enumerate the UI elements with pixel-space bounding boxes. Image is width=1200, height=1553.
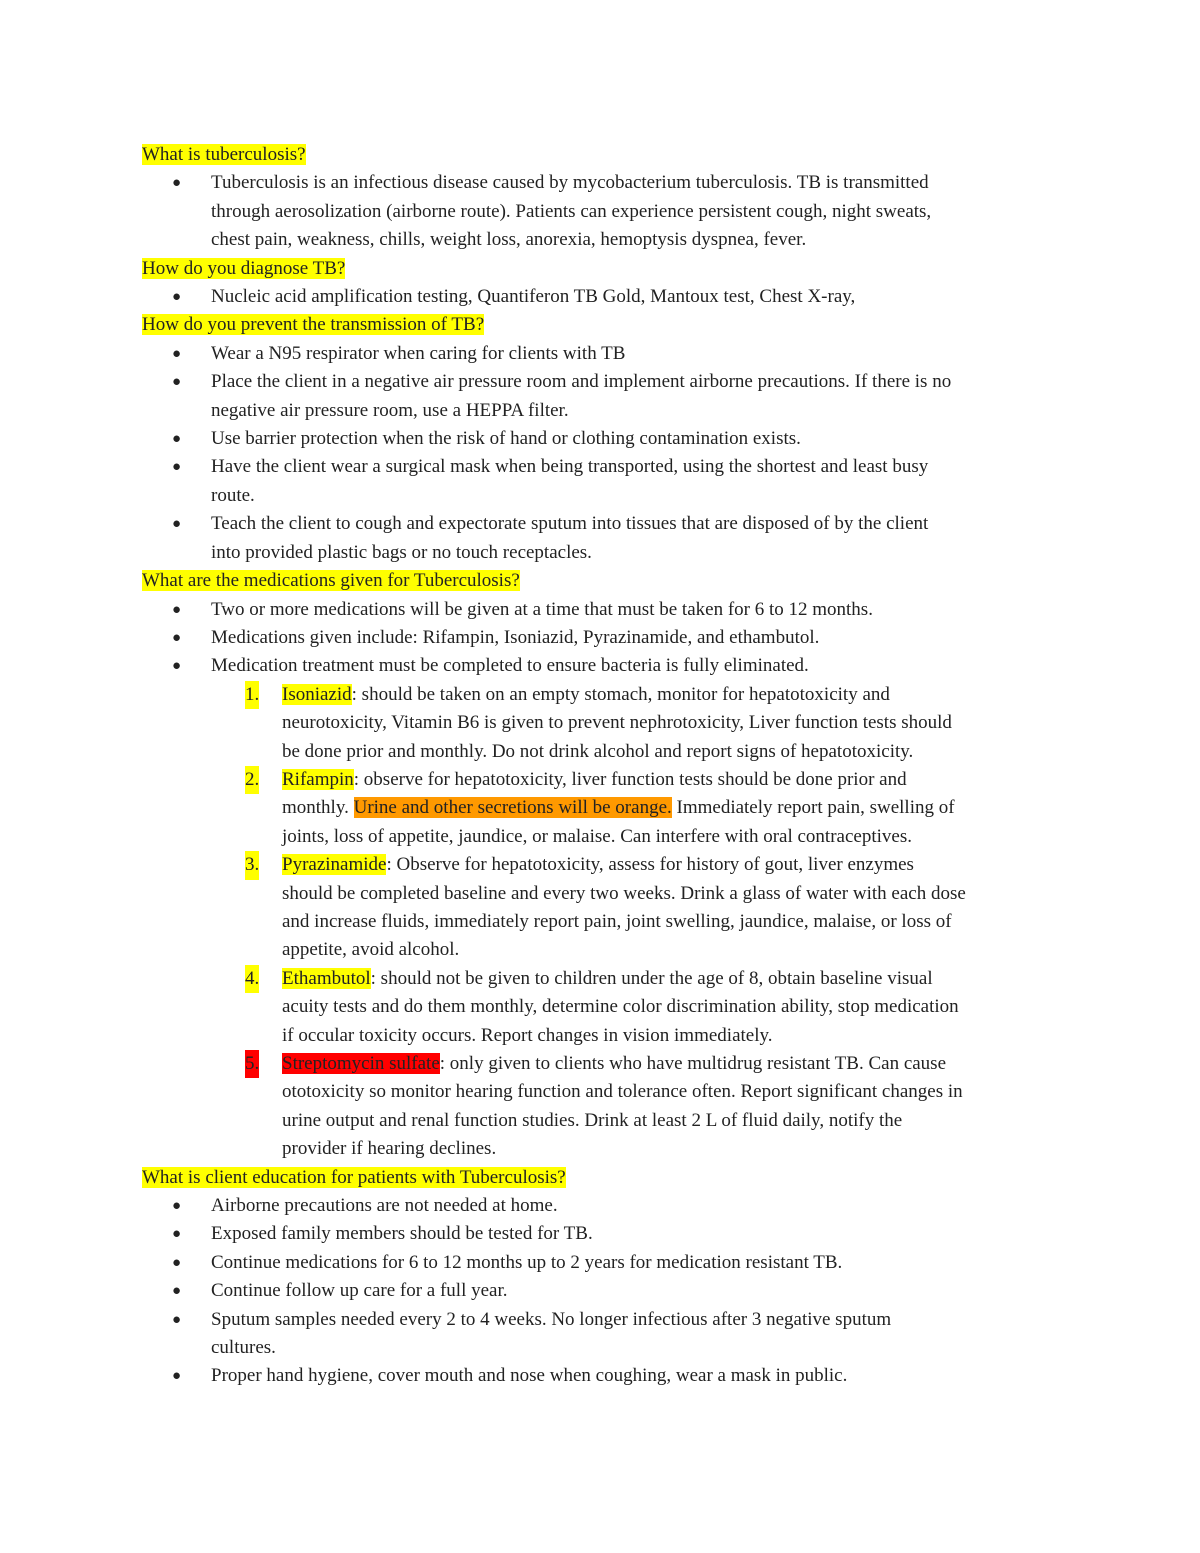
bullet-icon: ● bbox=[172, 289, 182, 306]
medication-text: ototoxicity so monitor hearing function and tolerance often. Report significant changes in bbox=[282, 1081, 963, 1103]
section-client-education bbox=[142, 1164, 1072, 1391]
list-item-text: chest pain, weakness, chills, weight loss, anorexia, hemoptysis dyspnea, fever. bbox=[211, 229, 807, 251]
bullet-list bbox=[142, 1192, 1072, 1391]
medication-text: : observe for hepatotoxicity, liver function tests should be done prior and bbox=[353, 768, 907, 790]
medication-text: Immediately report pain, swelling of bbox=[671, 797, 955, 819]
list-number: 3. bbox=[245, 851, 259, 879]
list-item-text: Medications given include: Rifampin, Isoniazid, Pyrazinamide, and ethambutol. bbox=[211, 626, 820, 648]
medication-text: urine output and renal function studies. Drink at least 2 L of fluid daily, notify the bbox=[282, 1109, 903, 1131]
list-item bbox=[142, 624, 1072, 652]
list-item-text: route. bbox=[211, 484, 255, 506]
bullet-icon: ● bbox=[172, 431, 182, 448]
section-heading: What is tuberculosis? bbox=[142, 144, 306, 165]
section-heading: What are the medications given for Tuberculosis? bbox=[142, 570, 520, 592]
orange-highlight-text: Urine and other secretions will be orange. bbox=[353, 797, 672, 819]
medication-item-pyrazinamide bbox=[142, 851, 1072, 965]
bullet-icon: ● bbox=[172, 374, 182, 391]
bullet-icon: ● bbox=[172, 459, 182, 476]
bullet-list bbox=[142, 283, 1072, 311]
list-item bbox=[142, 1249, 1072, 1277]
medication-item-isoniazid bbox=[142, 681, 1072, 766]
list-item-text: Place the client in a negative air pressure room and implement airborne precautions. If there is no bbox=[211, 371, 952, 393]
medication-text: joints, loss of appetite, jaundice, or malaise. Can interfere with oral contraceptives. bbox=[282, 825, 912, 847]
medication-text: if occular toxicity occurs. Report changes in vision immediately. bbox=[282, 1024, 773, 1046]
list-item-text: Sputum samples needed every 2 to 4 weeks. No longer infectious after 3 negative sputum bbox=[211, 1308, 892, 1330]
list-item bbox=[142, 169, 1072, 254]
section-diagnose-tb bbox=[142, 255, 1072, 312]
medication-name: Streptomycin sulfate bbox=[282, 1053, 440, 1074]
list-item bbox=[142, 453, 1072, 510]
list-item-text: Medication treatment must be completed to ensure bacteria is fully eliminated. bbox=[211, 655, 809, 677]
medication-list bbox=[142, 681, 1072, 1164]
medication-name: Ethambutol bbox=[282, 967, 371, 989]
medication-text: appetite, avoid alcohol. bbox=[282, 939, 460, 961]
medication-item-ethambutol bbox=[142, 965, 1072, 1050]
list-item-text: Nucleic acid amplification testing, Quantiferon TB Gold, Mantoux test, Chest X-ray, bbox=[211, 286, 856, 308]
list-item-text: through aerosolization (airborne route). Patients can experience persistent cough, night sweats, bbox=[211, 200, 932, 222]
list-item-text: Wear a N95 respirator when caring for clients with TB bbox=[211, 342, 626, 364]
medication-text: : should not be given to children under the age of 8, obtain baseline visual bbox=[370, 967, 933, 989]
medication-text: and increase fluids, immediately report pain, joint swelling, jaundice, malaise, or loss of bbox=[282, 910, 952, 932]
bullet-icon: ● bbox=[172, 1368, 182, 1385]
list-item bbox=[142, 1192, 1072, 1220]
bullet-list bbox=[142, 340, 1072, 567]
medication-name: Isoniazid bbox=[282, 683, 352, 705]
list-item bbox=[142, 1306, 1072, 1363]
list-item bbox=[142, 1220, 1072, 1248]
section-medications bbox=[142, 567, 1072, 1164]
bullet-icon: ● bbox=[172, 1254, 182, 1271]
list-item-text: into provided plastic bags or no touch receptacles. bbox=[211, 541, 592, 563]
list-item-text: negative air pressure room, use a HEPPA filter. bbox=[211, 399, 569, 421]
medication-item-rifampin bbox=[142, 766, 1072, 851]
list-item-text: Continue follow up care for a full year. bbox=[211, 1280, 508, 1302]
section-heading: What is client education for patients with Tuberculosis? bbox=[142, 1166, 566, 1188]
list-item-text: Exposed family members should be tested for TB. bbox=[211, 1223, 593, 1245]
list-item bbox=[142, 652, 1072, 680]
list-number: 5. bbox=[245, 1050, 259, 1078]
medication-text: monthly. bbox=[282, 797, 354, 819]
list-number: 1. bbox=[245, 681, 259, 709]
medication-text: : only given to clients who have multidrug resistant TB. Can cause bbox=[439, 1053, 947, 1074]
list-number: 2. bbox=[245, 766, 259, 794]
list-item bbox=[142, 340, 1072, 368]
list-item bbox=[142, 368, 1072, 425]
bullet-icon: ● bbox=[172, 1283, 182, 1300]
document-page bbox=[142, 141, 1072, 1391]
list-item bbox=[142, 283, 1072, 311]
list-number: 4. bbox=[245, 965, 259, 993]
bullet-list bbox=[142, 169, 1072, 254]
medication-text: neurotoxicity, Vitamin B6 is given to prevent nephrotoxicity, Liver function tests should bbox=[282, 712, 952, 734]
bullet-icon: ● bbox=[172, 658, 182, 675]
medication-text: should be completed baseline and every two weeks. Drink a glass of water with each dose bbox=[282, 882, 966, 904]
medication-text: acuity tests and do them monthly, determine color discrimination ability, stop medication bbox=[282, 996, 959, 1018]
list-item bbox=[142, 510, 1072, 567]
list-item bbox=[142, 596, 1072, 624]
medication-name: Rifampin bbox=[282, 768, 354, 790]
list-item bbox=[142, 425, 1072, 453]
list-item-text: Proper hand hygiene, cover mouth and nose when coughing, wear a mask in public. bbox=[211, 1365, 848, 1387]
list-item-text: cultures. bbox=[211, 1337, 276, 1359]
list-item bbox=[142, 1277, 1072, 1305]
medication-item-streptomycin bbox=[142, 1050, 1072, 1164]
medication-text: : Observe for hepatotoxicity, assess for history of gout, liver enzymes bbox=[386, 854, 914, 876]
list-item bbox=[142, 1362, 1072, 1390]
section-what-is-tb bbox=[142, 141, 1072, 255]
list-item-text: Continue medications for 6 to 12 months up to 2 years for medication resistant TB. bbox=[211, 1251, 843, 1273]
section-heading: How do you prevent the transmission of TB? bbox=[142, 314, 485, 336]
bullet-icon: ● bbox=[172, 1198, 182, 1215]
section-prevent-transmission bbox=[142, 311, 1072, 567]
section-heading: How do you diagnose TB? bbox=[142, 257, 346, 279]
medication-name: Pyrazinamide bbox=[282, 854, 387, 876]
bullet-icon: ● bbox=[172, 601, 182, 618]
list-item-text: Tuberculosis is an infectious disease caused by mycobacterium tuberculosis. TB is transmitted bbox=[211, 172, 929, 194]
medication-text: be done prior and monthly. Do not drink alcohol and report signs of hepatotoxicity. bbox=[282, 740, 914, 762]
list-item-text: Have the client wear a surgical mask when being transported, using the shortest and least busy bbox=[211, 456, 929, 478]
medication-text: provider if hearing declines. bbox=[282, 1138, 497, 1160]
list-item-text: Teach the client to cough and expectorate sputum into tissues that are disposed of by the client bbox=[211, 513, 929, 535]
list-item-text: Two or more medications will be given at a time that must be taken for 6 to 12 months. bbox=[211, 598, 873, 620]
bullet-list bbox=[142, 596, 1072, 681]
list-item-text: Use barrier protection when the risk of hand or clothing contamination exists. bbox=[211, 428, 801, 450]
bullet-icon: ● bbox=[172, 345, 182, 362]
bullet-icon: ● bbox=[172, 175, 182, 192]
medication-text: : should be taken on an empty stomach, monitor for hepatotoxicity and bbox=[351, 683, 890, 705]
list-item-text: Airborne precautions are not needed at home. bbox=[211, 1195, 558, 1217]
bullet-icon: ● bbox=[172, 1226, 182, 1243]
bullet-icon: ● bbox=[172, 516, 182, 533]
bullet-icon: ● bbox=[172, 1311, 182, 1328]
bullet-icon: ● bbox=[172, 629, 182, 646]
